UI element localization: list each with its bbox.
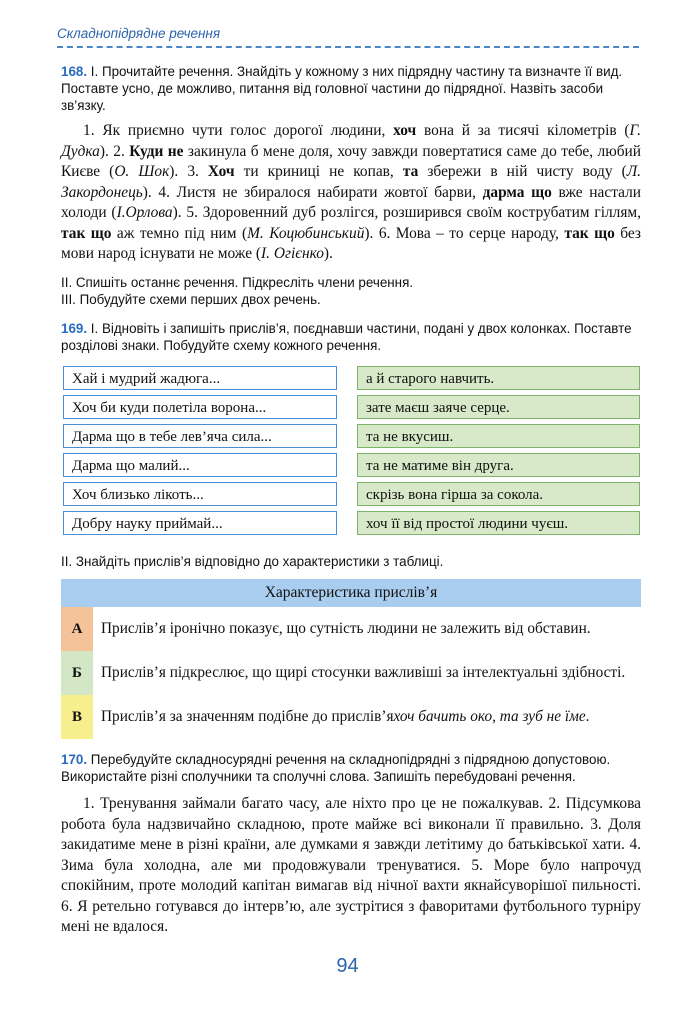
header-divider (57, 46, 639, 48)
task-170-instruction (61, 751, 641, 785)
row-text: Прислів’я іронічно показує, що сутність людини не залежить від обставин. (93, 607, 641, 651)
right-column-cell: та не вкусиш. (357, 424, 640, 448)
left-column-cell: Хоч близько лікоть... (63, 482, 337, 506)
sentences-text: 1. Тренування займали багато часу, але ніхто про це не пожалкував. 2. Підсумкова робота була надзвичайно складною, проте майже всі виконали її правильно. 3. Доля закидатиме мене в різні країни, але думками я завжди летітиму до батьківської хати. 4. Зима була холодна, але ми продовжували тренуватися. 5. Море було напрочуд спокійним, проте молодий капітан вимагав від нічної вахти якнайсуворішої пильності. 6. Я ретельно готувався до інтерв’ю, але зустрітися з фаворитами футбольного турніру мені не вдалося. (61, 795, 641, 935)
right-column-cell: та не матиме він друга. (357, 453, 640, 477)
row-text: Прислів’я підкреслює, що щирі стосунки важливіші за інтелектуальні здібності. (93, 651, 641, 695)
right-column-cell: скрізь вона гірша за сокола. (357, 482, 640, 506)
row-letter: В (61, 695, 93, 739)
left-column-cell: Хай і мудрий жадюга... (63, 366, 337, 390)
right-column-cell: а й старого навчить. (357, 366, 640, 390)
right-column-cell: зате маєш заяче серце. (357, 395, 640, 419)
row-letter: Б (61, 651, 93, 695)
left-column-cell: Дарма що малий... (63, 453, 337, 477)
task-number: 170. (61, 752, 88, 767)
task-169-part2: ІІ. Знайдіть прислів’я відповідно до характеристики з таблиці. (61, 554, 444, 569)
instruction-text: І. Прочитайте речення. Знайдіть у кожному з них підрядну частину та визначте її вид. Поставте усно, де можливо, питання від головної частини до підрядної. Назвіть засоби зв’язку. (61, 64, 623, 113)
row-text: Прислів’я за значенням подібне до прислів’я хоч бачить око, та зуб не їме . (93, 695, 641, 739)
task-170-sentences (61, 794, 641, 938)
left-column-cell: Дарма що в тебе лев’яча сила... (63, 424, 337, 448)
task-number: 169. (61, 321, 88, 336)
sentences-text: 1. Як приємно чути голос дорогої людини, хоч вона й за тисячі кілометрів (Г. Дудка). 2. Куди не закинула б мене доля, хочу завжди повертатися саме до тебе, любий Києве (О. Шок). 3. Хоч ти криниці не копав, та збережи в ній чисту воду (Л. Закордонець). 4. Листя не збиралося набирати жовтої барви, дарма що вже настали холоди (І.Орлова). 5. Здоровенний дуб розлігся, розширився своїм кострубатим гіллям, так що аж темно під ним (М. Коцюбинський). 6. Мова – то серце народу, так що без мови народ існувати не може (І. Огієнко). (61, 122, 641, 262)
right-column-cell: хоч її від простої людини чуєш. (357, 511, 640, 535)
task-168-sentences (61, 121, 641, 265)
left-column-cell: Хоч би куди полетіла ворона... (63, 395, 337, 419)
table-row (61, 607, 641, 651)
task-169-instruction (61, 320, 641, 354)
task-168-instruction (61, 63, 641, 114)
row-letter: А (61, 607, 93, 651)
task-number: 168. (61, 64, 88, 79)
table-row (61, 651, 641, 695)
left-column-cell: Добру науку приймай... (63, 511, 337, 535)
page-number: 94 (336, 955, 359, 977)
task-168-part2: ІІ. Спишіть останнє речення. Підкресліть члени речення. (61, 275, 414, 290)
table-header: Характеристика прислів’я (61, 579, 641, 607)
running-header: Складнопідрядне речення (57, 26, 221, 41)
instruction-text: Перебудуйте складносурядні речення на складнопідрядні з підрядною допустовою. Використайте різні сполучники та сполучні слова. Запишіть перебудовані речення. (61, 752, 611, 784)
table-row (61, 695, 641, 739)
instruction-text: І. Відновіть і запишіть прислів’я, поєднавши частини, подані у двох колонках. Поставте розділові знаки. Побудуйте схему кожного речення. (61, 321, 632, 353)
task-168-part3: ІІІ. Побудуйте схеми перших двох речень. (61, 292, 321, 307)
